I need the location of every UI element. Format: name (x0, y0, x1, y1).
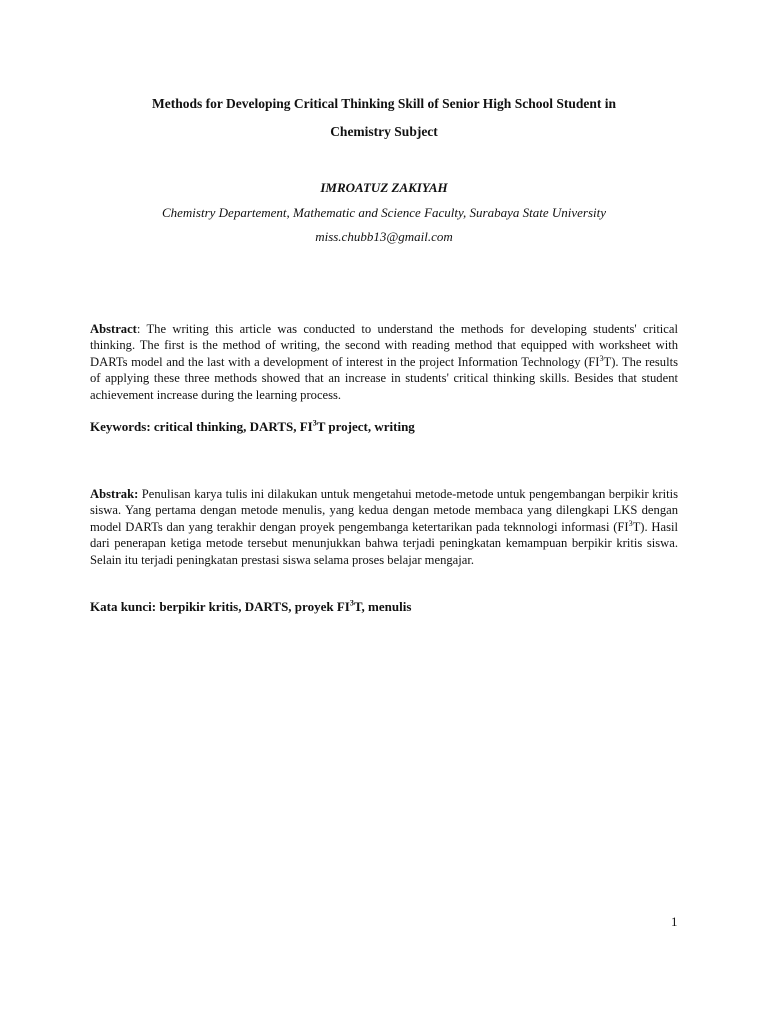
keywords-text-part-1: Keywords: critical thinking, DARTS, FI (90, 419, 313, 434)
paper-title (90, 90, 678, 146)
keywords-text-part-2: T project, writing (316, 419, 415, 434)
keywords-english (90, 419, 690, 435)
abstract-text-part-1: : The writing this article was conducted to understand the methods for developing students' critical thinking. The first is the method of writing, the second with reading method that equipped with worksheet with DARTs model and the last with a development of interest in the project Information Technology (FI (90, 322, 678, 369)
abstract-superscript: 3 (599, 353, 604, 363)
page-number: 1 (671, 914, 678, 929)
abstrak-label: Abstrak: (90, 487, 139, 501)
abstract-label: Abstract (90, 322, 137, 336)
kata-kunci-text-part-2: T, menulis (353, 599, 412, 614)
title-line-2: Chemistry Subject (330, 124, 438, 139)
author-affiliation: Chemistry Departement, Mathematic and Science Faculty, Surabaya State University (161, 205, 607, 220)
abstrak-superscript: 3 (628, 518, 633, 528)
abstract-text-part-2: T). The results of applying these three methods showed that an increase in students' critical thinking skills. Besides that student achievement increase during the learning process. (90, 354, 678, 402)
author-email: miss.chubb13@gmail.com (315, 229, 453, 244)
abstrak-text-part-1: Penulisan karya tulis ini dilakukan untuk mengetahui metode-metode untuk pengembangan berpikir kritis siswa. Yang pertama dengan metode menulis, yang kedua dengan metode membaca yang dilengkapi LKS dengan model DARTs dan yang terakhir dengan proyek pengembanga ketertarikan pada teknnologi informasi (FI (90, 487, 678, 534)
abstract-english (90, 321, 678, 403)
abstract-indonesian (90, 486, 678, 568)
kata-kunci-text-part-1: Kata kunci: berpikir kritis, DARTS, proyek FI (90, 599, 350, 614)
keywords-superscript: 3 (312, 418, 317, 428)
author-name: IMROATUZ ZAKIYAH (320, 180, 448, 195)
keywords-indonesian (90, 599, 690, 615)
abstrak-text-part-2: T). Hasil dari penerapan ketiga metode tersebut menunjukkan bahwa terjadi peningkatan kemampuan berpikir kritis siswa. Selain itu terjadi peningkatan prestasi siswa selama proses belajar mengajar. (90, 519, 678, 567)
kata-kunci-superscript: 3 (349, 598, 354, 608)
title-line-1: Methods for Developing Critical Thinking Skill of Senior High School Student in (152, 96, 616, 111)
